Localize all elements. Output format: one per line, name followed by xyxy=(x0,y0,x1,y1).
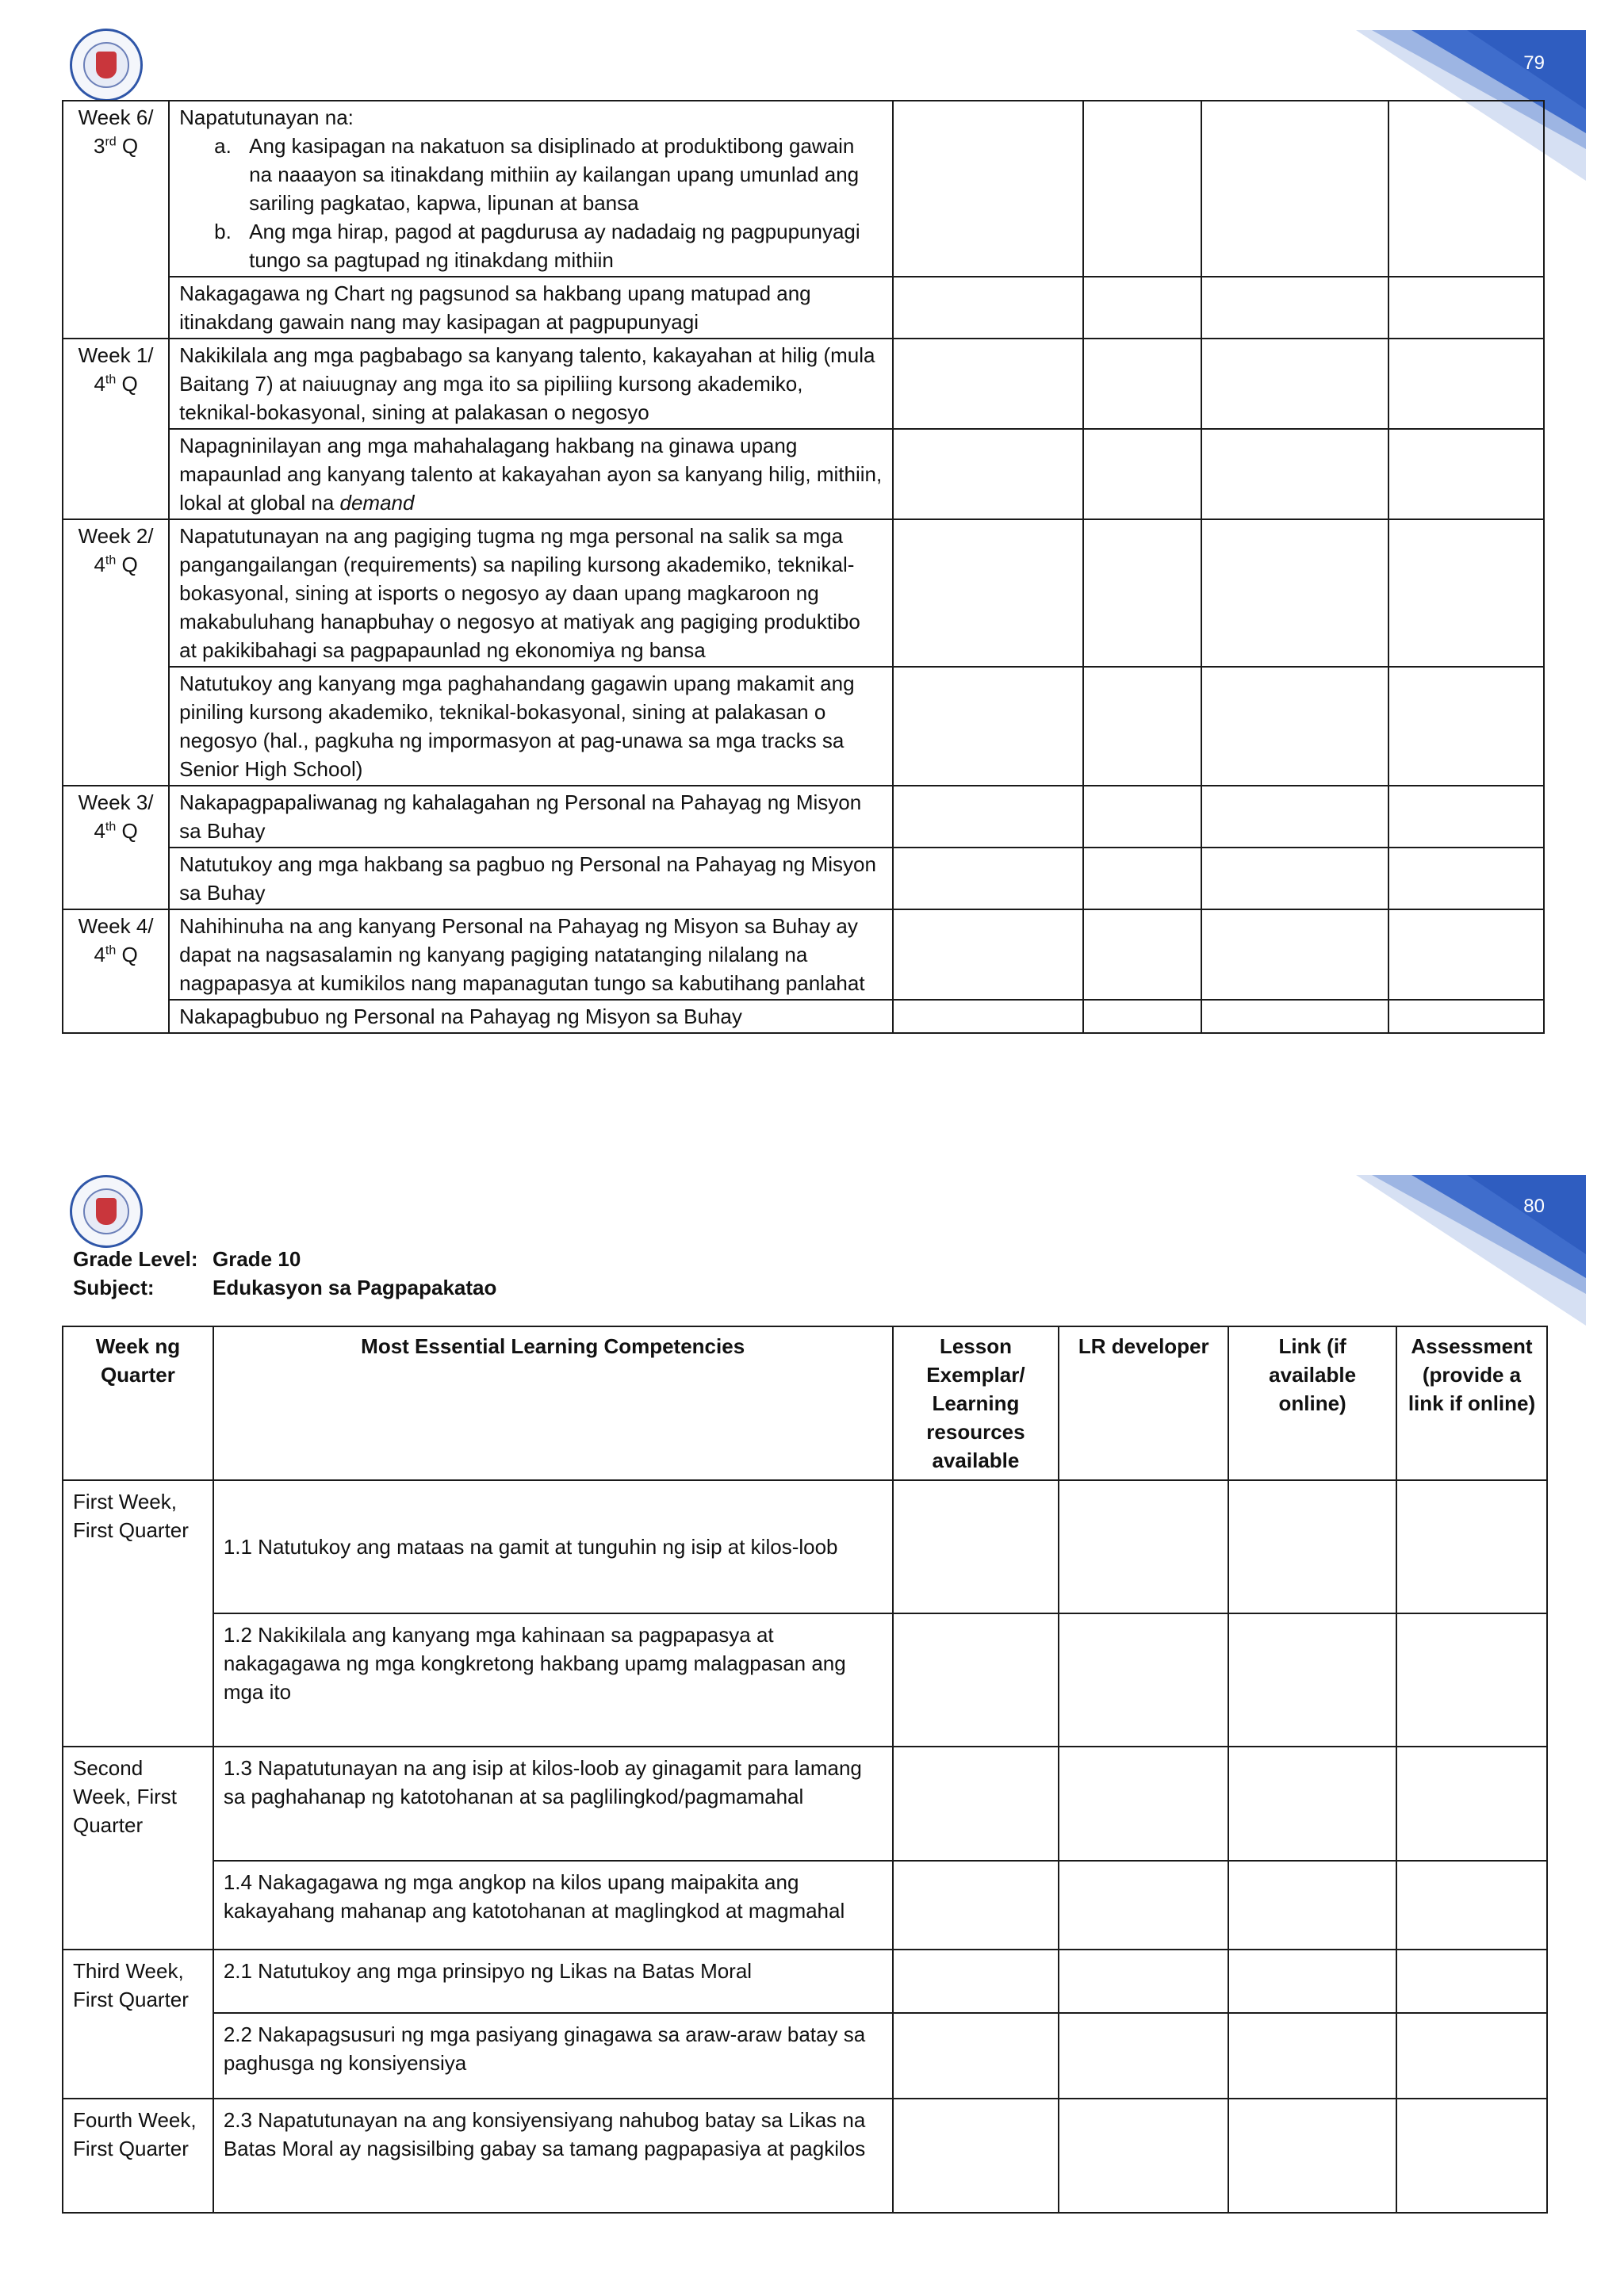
table-row xyxy=(63,2099,1547,2213)
empty-cell xyxy=(1228,1480,1396,1613)
page-number: 80 xyxy=(1523,1196,1545,1217)
week-cell xyxy=(63,101,169,339)
quarter-label: 4th Q xyxy=(94,553,138,576)
empty-cell xyxy=(893,1613,1059,1747)
empty-cell xyxy=(1388,848,1544,909)
week-cell: Second Week, First Quarter xyxy=(63,1747,213,1950)
deped-seal-logo xyxy=(70,1175,143,1248)
empty-cell xyxy=(893,1861,1059,1950)
empty-cell xyxy=(1083,277,1201,339)
empty-cell xyxy=(1396,1950,1547,2013)
empty-cell xyxy=(1201,848,1388,909)
empty-cell xyxy=(1083,848,1201,909)
empty-cell xyxy=(1083,1000,1201,1033)
empty-cell xyxy=(1201,909,1388,1000)
competency-table xyxy=(62,100,1545,1034)
table-row xyxy=(63,1861,1547,1950)
empty-cell xyxy=(1059,2099,1228,2213)
list-item: a. Ang kasipagan na nakatuon sa disiplinado at produktibong gawain na naaayon sa itinakdang mithiin ay kailangan upang umunlad ang sariling pagkatao, kapwa, lipunan at bansa xyxy=(214,134,860,215)
grade-level-value: Grade 10 xyxy=(213,1247,301,1271)
week-label: Week 1/ xyxy=(78,343,154,367)
empty-cell xyxy=(893,101,1083,277)
empty-cell xyxy=(1059,1480,1228,1613)
competency-cell: 2.2 Nakapagsusuri ng mga pasiyang ginagawa sa araw-araw batay sa paghusga ng konsiyensiya xyxy=(213,2013,893,2099)
table-row xyxy=(63,519,1544,667)
header-lesson: Lesson Exemplar/ Learning resources available xyxy=(893,1326,1059,1480)
week-label: Week 2/ xyxy=(78,524,154,548)
empty-cell xyxy=(1388,1000,1544,1033)
table-row xyxy=(63,786,1544,848)
empty-cell xyxy=(1201,339,1388,429)
week-cell xyxy=(63,786,169,909)
subject-value: Edukasyon sa Pagpapakatao xyxy=(213,1276,497,1299)
page-80 xyxy=(0,1146,1624,2296)
week-cell: Third Week, First Quarter xyxy=(63,1950,213,2099)
table-row xyxy=(63,1747,1547,1861)
competency-cell: 1.3 Napatutunayan na ang isip at kilos-loob ay ginagamit para lamang sa paghahanap ng katotohanan at sa paglilingkod/pagmamahal xyxy=(213,1747,893,1861)
empty-cell xyxy=(893,1950,1059,2013)
empty-cell xyxy=(1388,667,1544,786)
competency-cell: 2.3 Napatutunayan na ang konsiyensiyang nahubog batay sa Likas na Batas Moral ay nagsisilbing gabay sa tamang pagpapasiya at pagkilos xyxy=(213,2099,893,2213)
empty-cell xyxy=(893,1000,1083,1033)
week-cell: Fourth Week, First Quarter xyxy=(63,2099,213,2213)
week-cell: First Week, First Quarter xyxy=(63,1480,213,1747)
week-cell xyxy=(63,909,169,1033)
competency-cell: Nakikilala ang mga pagbabago sa kanyang talento, kakayahan at hilig (mula Baitang 7) at naiuugnay ang mga ito sa pipiliing kursong akademiko, teknikal-bokasyonal, sining at palakasan o negosyo xyxy=(169,339,893,429)
quarter-label: 4th Q xyxy=(94,943,138,966)
empty-cell xyxy=(893,909,1083,1000)
competency-cell: Napatutunayan na: a. Ang kasipagan na nakatuon sa disiplinado at produktibong gawain na naaayon sa itinakdang mithiin ay kailangan upang umunlad ang sariling pagkatao, kapwa, lipunan at bansa b. Ang mga hirap, pagod at pagdurusa ay nadadaig ng pagpupunyagi tungo sa pagtupad ng itinakdang mithiin xyxy=(169,101,893,277)
empty-cell xyxy=(1083,667,1201,786)
melc-table xyxy=(62,1326,1548,2214)
table-row xyxy=(63,2013,1547,2099)
empty-cell xyxy=(1396,2099,1547,2213)
empty-cell xyxy=(1228,1747,1396,1861)
week-label: Week 4/ xyxy=(78,914,154,938)
table-row xyxy=(63,429,1544,519)
empty-cell xyxy=(1388,519,1544,667)
empty-cell xyxy=(1083,339,1201,429)
empty-cell xyxy=(893,2099,1059,2213)
grade-level-label: Grade Level: xyxy=(73,1247,198,1271)
empty-cell xyxy=(1396,1861,1547,1950)
empty-cell xyxy=(1201,667,1388,786)
empty-cell xyxy=(1201,519,1388,667)
empty-cell xyxy=(893,429,1083,519)
table-row xyxy=(63,1950,1547,2013)
document-meta xyxy=(73,1245,496,1302)
empty-cell xyxy=(1083,519,1201,667)
empty-cell xyxy=(1201,1000,1388,1033)
header-melc: Most Essential Learning Competencies xyxy=(213,1326,893,1480)
table-header-row xyxy=(63,1326,1547,1480)
competency-cell: Nahihinuha na ang kanyang Personal na Pahayag ng Misyon sa Buhay ay dapat na nagsasalamin ng kanyang pagiging natatanging nilalang na nagpapasya at kumikilos nang mapanagutan tungo sa kabutihang panlahat xyxy=(169,909,893,1000)
empty-cell xyxy=(1059,2013,1228,2099)
empty-cell xyxy=(1388,277,1544,339)
competency-cell: Nakapagpapaliwanag ng kahalagahan ng Personal na Pahayag ng Misyon sa Buhay xyxy=(169,786,893,848)
header-lr-developer: LR developer xyxy=(1059,1326,1228,1480)
empty-cell xyxy=(893,667,1083,786)
table-row xyxy=(63,277,1544,339)
empty-cell xyxy=(893,2013,1059,2099)
empty-cell xyxy=(893,277,1083,339)
table-row xyxy=(63,1480,1547,1613)
empty-cell xyxy=(1388,429,1544,519)
table-row xyxy=(63,339,1544,429)
empty-cell xyxy=(893,519,1083,667)
empty-cell xyxy=(1396,1747,1547,1861)
table-row xyxy=(63,1000,1544,1033)
quarter-label: 4th Q xyxy=(94,372,138,396)
table-row xyxy=(63,101,1544,277)
empty-cell xyxy=(893,1480,1059,1613)
table-row xyxy=(63,848,1544,909)
competency-cell: Natutukoy ang kanyang mga paghahandang gagawin upang makamit ang piniling kursong akademiko, teknikal-bokasyonal, sining at palakasan o negosyo (hal., pagkuha ng impormasyon at pag-unawa sa mga tracks sa Senior High School) xyxy=(169,667,893,786)
competency-cell: 1.4 Nakagagawa ng mga angkop na kilos upang maipakita ang kakayahang mahanap ang katotohanan at maglingkod at magmahal xyxy=(213,1861,893,1950)
empty-cell xyxy=(1396,2013,1547,2099)
competency-cell: 2.1 Natutukoy ang mga prinsipyo ng Likas na Batas Moral xyxy=(213,1950,893,2013)
header-assessment: Assessment (provide a link if online) xyxy=(1396,1326,1547,1480)
page-79 xyxy=(0,0,1624,1094)
empty-cell xyxy=(1059,1747,1228,1861)
empty-cell xyxy=(1083,786,1201,848)
empty-cell xyxy=(1396,1613,1547,1747)
empty-cell xyxy=(1201,277,1388,339)
page-corner-ribbon xyxy=(1356,1175,1586,1326)
empty-cell xyxy=(1059,1950,1228,2013)
week-label: Week 3/ xyxy=(78,790,154,814)
week-label: Week 6/ xyxy=(78,105,154,129)
empty-cell xyxy=(1059,1861,1228,1950)
quarter-label: 4th Q xyxy=(94,819,138,843)
empty-cell xyxy=(1228,2013,1396,2099)
competency-cell: Nakagagawa ng Chart ng pagsunod sa hakbang upang matupad ang itinakdang gawain nang may kasipagan at pagpupunyagi xyxy=(169,277,893,339)
subject-label: Subject: xyxy=(73,1276,155,1299)
empty-cell xyxy=(1059,1613,1228,1747)
deped-seal-logo xyxy=(70,29,143,101)
header-week: Week ng Quarter xyxy=(63,1326,213,1480)
empty-cell xyxy=(1388,786,1544,848)
empty-cell xyxy=(893,786,1083,848)
competency-cell: Natutukoy ang mga hakbang sa pagbuo ng Personal na Pahayag ng Misyon sa Buhay xyxy=(169,848,893,909)
competency-cell: 1.2 Nakikilala ang kanyang mga kahinaan sa pagpapasya at nakagagawa ng mga kongkretong hakbang upamg malagpasan ang mga ito xyxy=(213,1613,893,1747)
table-row xyxy=(63,909,1544,1000)
empty-cell xyxy=(1228,1613,1396,1747)
empty-cell xyxy=(1083,101,1201,277)
empty-cell xyxy=(893,339,1083,429)
empty-cell xyxy=(1228,1950,1396,2013)
week-cell xyxy=(63,519,169,786)
empty-cell xyxy=(1201,786,1388,848)
empty-cell xyxy=(1083,429,1201,519)
competency-cell: Napagninilayan ang mga mahahalagang hakbang na ginawa upang mapaunlad ang kanyang talento at kakayahan ayon sa kanyang hilig, mithiin, lokal at global na demand xyxy=(169,429,893,519)
empty-cell xyxy=(1228,2099,1396,2213)
week-cell xyxy=(63,339,169,519)
table-row xyxy=(63,1613,1547,1747)
list-item: b. Ang mga hirap, pagod at pagdurusa ay nadadaig ng pagpupunyagi tungo sa pagtupad ng itinakdang mithiin xyxy=(214,220,860,272)
competency-cell: 1.1 Natutukoy ang mataas na gamit at tunguhin ng isip at kilos-loob xyxy=(213,1480,893,1613)
page-number: 79 xyxy=(1523,52,1545,74)
quarter-label: 3rd Q xyxy=(93,134,139,158)
competency-cell: Nakapagbubuo ng Personal na Pahayag ng Misyon sa Buhay xyxy=(169,1000,893,1033)
empty-cell xyxy=(1083,909,1201,1000)
empty-cell xyxy=(1396,1480,1547,1613)
empty-cell xyxy=(893,1747,1059,1861)
competency-cell: Napatutunayan na ang pagiging tugma ng mga personal na salik sa mga pangangailangan (requirements) sa napiling kursong akademiko, teknikal-bokasyonal, sining at isports o negosyo ay daan upang magkaroon ng makabuluhang hanapbuhay o negosyo at matiyak ang pagiging produktibo at pakikibahagi sa pagpapaunlad ng ekonomiya ng bansa xyxy=(169,519,893,667)
empty-cell xyxy=(1388,909,1544,1000)
empty-cell xyxy=(893,848,1083,909)
empty-cell xyxy=(1388,101,1544,277)
empty-cell xyxy=(1201,429,1388,519)
empty-cell xyxy=(1228,1861,1396,1950)
header-link: Link (if available online) xyxy=(1228,1326,1396,1480)
table-row xyxy=(63,667,1544,786)
empty-cell xyxy=(1388,339,1544,429)
empty-cell xyxy=(1201,101,1388,277)
